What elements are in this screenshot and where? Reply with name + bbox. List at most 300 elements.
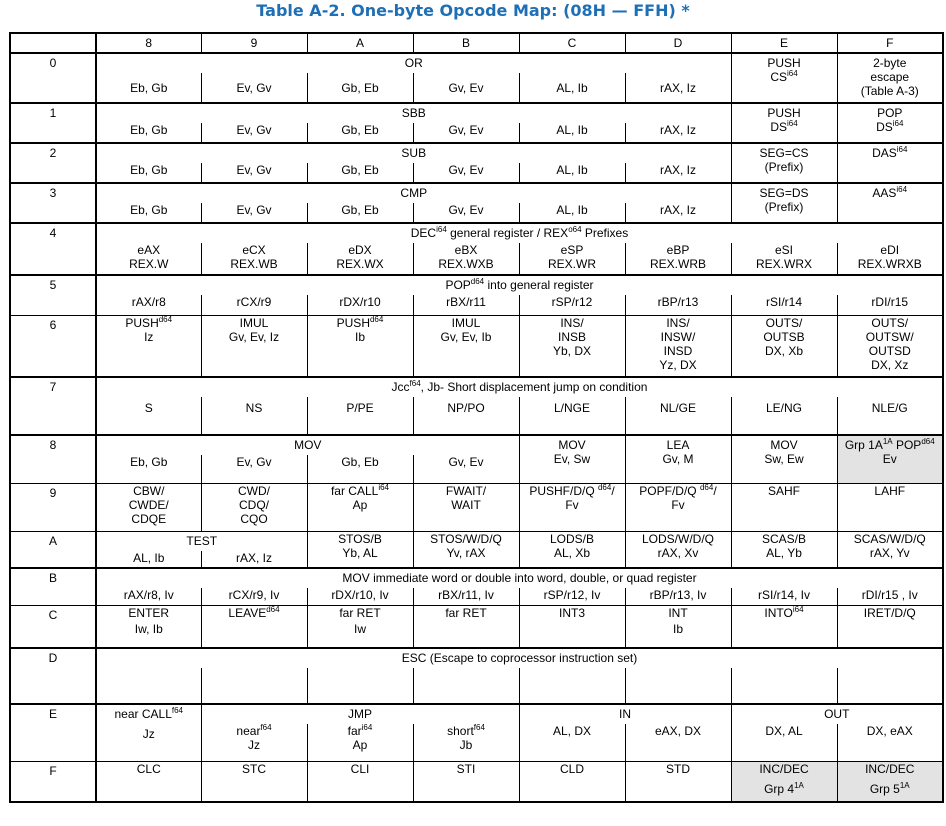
- superscript: i64: [361, 723, 373, 732]
- cell-f9: STC: [201, 762, 307, 802]
- cell-text: CWD/: [238, 483, 270, 498]
- cell-text: near CALL: [114, 706, 172, 721]
- cell-text: DX, Xz: [871, 357, 909, 372]
- cell-3c: AL, Ib: [519, 203, 625, 223]
- cell-49: [201, 243, 307, 275]
- cell-text: Yz, DX: [659, 357, 697, 372]
- superscript: d64: [266, 605, 280, 614]
- cell-8f: [837, 435, 943, 483]
- cell-text: eDX: [348, 243, 372, 257]
- cell-9f: LAHF: [837, 483, 943, 531]
- cell-db: [413, 668, 519, 704]
- row-header-7: [10, 377, 96, 435]
- cell-ad: [625, 531, 731, 568]
- cell-9b: [413, 483, 519, 531]
- cell-6c: [519, 315, 625, 377]
- cell-text: eDI: [880, 243, 900, 257]
- superscript: i64: [378, 483, 390, 492]
- row-header-b: [10, 568, 96, 606]
- cell-text: STOS/W/D/Q: [430, 531, 502, 546]
- cell-text: REX.WR: [548, 257, 596, 271]
- cell-text: Grp 5: [869, 782, 900, 796]
- row-header-6: [10, 315, 96, 377]
- group-label-cmp: CMP: [96, 183, 731, 203]
- superscript: 1A: [882, 437, 893, 446]
- span-text: general register / REX: [446, 226, 569, 240]
- cell-c8: [96, 606, 201, 648]
- opcode-map-table: [9, 32, 944, 803]
- table-row-9: [10, 483, 943, 531]
- cell-fb: STI: [413, 762, 519, 802]
- cell-cb: [413, 606, 519, 648]
- table-row-0: [10, 53, 943, 73]
- cell-59: rCX/r9: [201, 295, 307, 315]
- cell-3b: Gv, Ev: [413, 203, 519, 223]
- cell-2a: Gb, Eb: [307, 163, 413, 183]
- cell-text: POP: [892, 438, 922, 452]
- cell-5e: rSI/r14: [731, 295, 837, 315]
- cell-69: [201, 315, 307, 377]
- cell-8a: Gb, Eb: [307, 455, 413, 483]
- cell-text: Iw: [354, 622, 366, 636]
- cell-78: S: [96, 397, 201, 435]
- cell-5b: rBX/r11: [413, 295, 519, 315]
- cell-5d: rBP/r13: [625, 295, 731, 315]
- superscript: d64: [470, 277, 485, 286]
- cell-text: SCAS/B: [761, 531, 806, 546]
- cell-text: eCX: [242, 243, 266, 257]
- cell-text: Ib: [672, 622, 683, 636]
- cell-3d: rAX, Iz: [625, 203, 731, 223]
- cell-text: Grp 4: [764, 782, 795, 796]
- superscript: 1A: [794, 781, 804, 790]
- cell-ee: DX, AL: [731, 724, 837, 762]
- cell-text: Yv, rAX: [446, 545, 486, 560]
- cell-text: LEA: [666, 438, 690, 452]
- table-row-7-ops: [10, 397, 943, 435]
- cell-text: REX.WX: [336, 257, 384, 271]
- cell-text: Iz: [144, 329, 154, 344]
- cell-08: Eb, Gb: [96, 73, 201, 103]
- cell-ae: [731, 531, 837, 568]
- cell-8e: [731, 435, 837, 483]
- cell-f8: CLC: [96, 762, 201, 802]
- cell-text: OUTSB: [763, 329, 805, 344]
- cell-0a: Gb, Eb: [307, 73, 413, 103]
- superscript: d64: [699, 483, 714, 492]
- cell-89: Ev, Gv: [201, 455, 307, 483]
- cell-4f: [837, 243, 943, 275]
- table-row-d: [10, 648, 943, 668]
- cell-aa: [307, 531, 413, 568]
- cell-29: Ev, Gv: [201, 163, 307, 183]
- cell-text: (Prefix): [764, 200, 804, 214]
- cell-9a: [307, 483, 413, 531]
- cell-ab: [413, 531, 519, 568]
- row-header-label: 1: [49, 106, 57, 120]
- cell-4b: [413, 243, 519, 275]
- cell-ef: DX, eAX: [837, 724, 943, 762]
- cell-9d: [625, 483, 731, 531]
- col-header-8: 8: [96, 33, 201, 53]
- group-label-sbb: SBB: [96, 103, 731, 123]
- cell-0e: [731, 53, 837, 103]
- table-row-8: [10, 435, 943, 455]
- table-row-5-ops: [10, 295, 943, 315]
- col-header-a: A: [307, 33, 413, 53]
- superscript: f64: [409, 379, 421, 388]
- cell-text: OUTSD: [868, 343, 911, 358]
- cell-text: Ap: [352, 737, 368, 752]
- cell-1d: rAX, Iz: [625, 123, 731, 143]
- cell-38: Eb, Gb: [96, 203, 201, 223]
- group-label-jcc: [96, 377, 943, 397]
- row-header-label: 5: [49, 278, 57, 292]
- table-row-b-ops: [10, 588, 943, 606]
- cell-3e: [731, 183, 837, 223]
- cell-7f: NLE/G: [837, 397, 943, 435]
- cell-1c: AL, Ib: [519, 123, 625, 143]
- cell-text: ENTER: [128, 606, 170, 620]
- superscript: d64: [597, 483, 612, 492]
- cell-text: MOV: [558, 438, 586, 452]
- cell-3a: Gb, Eb: [307, 203, 413, 223]
- row-header-5: [10, 275, 96, 315]
- table-row-2: [10, 143, 943, 163]
- cell-cd: [625, 606, 731, 648]
- cell-text: OUTS/: [871, 315, 909, 330]
- cell-text: STOS/B: [338, 531, 382, 546]
- row-header-1: [10, 103, 96, 143]
- cell-99: [201, 483, 307, 531]
- cell-9e: SAHF: [731, 483, 837, 531]
- cell-6b: [413, 315, 519, 377]
- cell-text: IMUL: [451, 315, 481, 330]
- table-row-d-ops: [10, 668, 943, 704]
- cell-text: Ap: [352, 497, 368, 512]
- group-label-test: TEST: [96, 531, 307, 551]
- cell-text: Ev: [882, 452, 897, 466]
- cell-text: /: [611, 483, 615, 498]
- cell-8c: [519, 435, 625, 483]
- cell-text: Fv: [671, 497, 685, 512]
- cell-d8: [96, 668, 201, 704]
- superscript: 1A: [899, 781, 910, 790]
- row-header-label: 6: [49, 317, 57, 332]
- cell-text: eAX: [137, 243, 161, 257]
- cell-5c: rSP/r12: [519, 295, 625, 315]
- row-header-label: 2: [49, 146, 57, 160]
- cell-8b: Gv, Ev: [413, 455, 519, 483]
- row-header-e: [10, 704, 96, 762]
- group-label-in: IN: [519, 704, 731, 724]
- row-header-3: [10, 183, 96, 223]
- cell-text: Iw, Ib: [134, 622, 163, 636]
- cell-bc: rSP/r12, Iv: [519, 588, 625, 606]
- cell-text: REX.W: [129, 257, 169, 271]
- cell-text: CQO: [240, 511, 268, 526]
- table-row-3: [10, 183, 943, 203]
- cell-68: [96, 315, 201, 377]
- table-row-c: [10, 606, 943, 648]
- group-label-or: OR: [96, 53, 731, 73]
- cell-text: INS/: [666, 315, 690, 330]
- cell-5a: rDX/r10: [307, 295, 413, 315]
- cell-ac: [519, 531, 625, 568]
- cell-eb: [413, 724, 519, 762]
- row-header-label: 0: [49, 56, 57, 70]
- cell-text: Gv, M: [662, 452, 694, 466]
- cell-text: INSD: [663, 343, 693, 358]
- cell-1f: [837, 103, 943, 143]
- cell-0f: [837, 53, 943, 103]
- col-header-f: F: [837, 33, 943, 53]
- table-row-e: [10, 704, 943, 724]
- superscript: i64: [892, 119, 904, 128]
- cell-text: eSP: [560, 243, 584, 257]
- row-header-label: C: [48, 608, 58, 622]
- cell-7c: L/NGE: [519, 397, 625, 435]
- cell-0b: Gv, Ev: [413, 73, 519, 103]
- cell-text: eBP: [666, 243, 690, 257]
- table-row-7: [10, 377, 943, 397]
- cell-text: CWDE/: [128, 497, 169, 512]
- cell-ff: [837, 762, 943, 802]
- cell-0c: AL, Ib: [519, 73, 625, 103]
- table-row-6: [10, 315, 943, 377]
- col-header-e: E: [731, 33, 837, 53]
- cell-0d: rAX, Iz: [625, 73, 731, 103]
- cell-6e: [731, 315, 837, 377]
- col-header-9: 9: [201, 33, 307, 53]
- cell-b8: rAX/r8, Iv: [96, 588, 201, 606]
- span-text: , Jb- Short displacement jump on condition: [420, 380, 648, 394]
- cell-2e: [731, 143, 837, 183]
- cell-text: far CALL: [330, 483, 379, 498]
- superscript: f64: [260, 723, 272, 732]
- cell-text: SCAS/W/D/Q: [853, 531, 926, 546]
- span-text: into general register: [484, 278, 594, 292]
- cell-text: Yb, DX: [552, 343, 591, 358]
- row-header-a: [10, 531, 96, 568]
- cell-text: Ib: [354, 329, 365, 344]
- cell-text: Jb: [459, 737, 473, 752]
- col-header-c: C: [519, 33, 625, 53]
- superscript: o64: [568, 225, 582, 234]
- cell-text: CDQE: [131, 511, 167, 526]
- cell-text: AL, Yb: [766, 545, 802, 560]
- cell-text: far RET: [445, 606, 487, 620]
- cell-text: Jz: [142, 726, 155, 741]
- cell-df: [837, 668, 943, 704]
- row-header-label: A: [48, 533, 57, 548]
- cell-ed: eAX, DX: [625, 724, 731, 762]
- cell-6a: [307, 315, 413, 377]
- cell-text: SEG=CS: [759, 146, 809, 160]
- cell-e8: [96, 704, 201, 762]
- group-label-mov: MOV: [96, 435, 519, 455]
- corner-cell: [10, 33, 96, 53]
- superscript: i64: [896, 145, 908, 154]
- row-header-9: [10, 483, 96, 531]
- cell-ce: [731, 606, 837, 648]
- group-label-pop: [96, 275, 943, 295]
- cell-5f: rDI/r15: [837, 295, 943, 315]
- superscript: d64: [158, 315, 173, 324]
- cell-1e: [731, 103, 837, 143]
- cell-text: POPF/D/Q: [639, 483, 700, 498]
- row-header-0: [10, 53, 96, 103]
- cell-text: near: [236, 723, 261, 738]
- cell-79: NS: [201, 397, 307, 435]
- cell-98: [96, 483, 201, 531]
- cell-1b: Gv, Ev: [413, 123, 519, 143]
- table-row-4: [10, 223, 943, 243]
- cell-text: eBX: [454, 243, 478, 257]
- row-header-label: 8: [49, 438, 57, 452]
- cell-text: DS: [876, 120, 893, 134]
- cell-text: 2-byte: [873, 56, 907, 70]
- cell-fd: STD: [625, 762, 731, 802]
- table-title: Table A-2. One-byte Opcode Map: (08H — FFH) *: [256, 1, 690, 20]
- superscript: i64: [436, 225, 447, 234]
- col-header-d: D: [625, 33, 731, 53]
- cell-text: WAIT: [451, 497, 481, 512]
- cell-c9: [201, 606, 307, 648]
- superscript: d64: [921, 437, 935, 446]
- cell-18: Eb, Gb: [96, 123, 201, 143]
- cell-fe: [731, 762, 837, 802]
- span-text: Jcc: [391, 380, 410, 394]
- cell-4c: [519, 243, 625, 275]
- cell-39: Ev, Gv: [201, 203, 307, 223]
- row-header-label: 4: [49, 226, 57, 240]
- cell-text: INT: [668, 606, 688, 620]
- cell-b9: rCX/r9, Iv: [201, 588, 307, 606]
- superscript: i64: [896, 185, 908, 194]
- cell-fc: CLD: [519, 762, 625, 802]
- cell-2c: AL, Ib: [519, 163, 625, 183]
- group-label-jmp: JMP: [201, 704, 519, 724]
- cell-text: PUSHF/D/Q: [529, 483, 598, 498]
- cell-text: PUSH: [767, 56, 801, 70]
- cell-ea: [307, 724, 413, 762]
- cell-dd: [625, 668, 731, 704]
- table-row-b: [10, 568, 943, 588]
- cell-88: Eb, Gb: [96, 455, 201, 483]
- col-header-b: B: [413, 33, 519, 53]
- superscript: i64: [786, 119, 798, 128]
- cell-text: Sw, Ew: [764, 452, 804, 466]
- cell-text: DS: [770, 120, 787, 134]
- cell-e9: [201, 724, 307, 762]
- cell-fa: CLI: [307, 762, 413, 802]
- cell-text: AL, Xb: [553, 545, 591, 560]
- row-header-label: 7: [49, 380, 57, 394]
- span-text: DEC: [410, 226, 437, 240]
- cell-7a: P/PE: [307, 397, 413, 435]
- group-label-esc: ESC (Escape to coprocessor instruction set): [96, 648, 943, 668]
- row-header-8: [10, 435, 96, 483]
- cell-text: rAX, Yv: [869, 545, 910, 560]
- cell-text: Jz: [248, 737, 260, 752]
- cell-text: PUSH: [125, 315, 159, 330]
- cell-dc: [519, 668, 625, 704]
- cell-text: Gv, Ev, Ib: [440, 329, 492, 344]
- cell-6d: [625, 315, 731, 377]
- cell-text: Yb, AL: [342, 545, 378, 560]
- row-header-label: 9: [49, 485, 57, 500]
- cell-bb: rBX/r11, Iv: [413, 588, 519, 606]
- cell-text: (Table A-3): [860, 84, 919, 98]
- cell-cc: [519, 606, 625, 648]
- cell-19: Ev, Gv: [201, 123, 307, 143]
- cell-4d: [625, 243, 731, 275]
- cell-bd: rBP/r13, Iv: [625, 588, 731, 606]
- table-row-5: [10, 275, 943, 295]
- cell-text: INSB: [557, 329, 586, 344]
- cell-text: CBW/: [133, 483, 165, 498]
- cell-4e: [731, 243, 837, 275]
- cell-2b: Gv, Ev: [413, 163, 519, 183]
- cell-9c: [519, 483, 625, 531]
- cell-text: INT3: [558, 606, 585, 620]
- row-header-2: [10, 143, 96, 183]
- cell-ec: AL, DX: [519, 724, 625, 762]
- cell-text: MOV: [770, 438, 798, 452]
- cell-text: INS/: [560, 315, 584, 330]
- group-label-mov-imm: MOV immediate word or double into word, double, or quad register: [96, 568, 943, 588]
- cell-6f: [837, 315, 943, 377]
- cell-ca: [307, 606, 413, 648]
- cell-cf: [837, 606, 943, 648]
- cell-text: rAX, Xv: [657, 545, 699, 560]
- cell-text: eSI: [774, 243, 793, 257]
- cell-text: INTO: [764, 606, 793, 620]
- group-label-dec-rex: [96, 223, 943, 243]
- cell-28: Eb, Gb: [96, 163, 201, 183]
- cell-text: REX.WRB: [649, 257, 706, 271]
- cell-text: far RET: [339, 606, 381, 620]
- row-header-f: [10, 762, 96, 802]
- row-header-d: [10, 648, 96, 704]
- cell-text: far: [347, 723, 362, 738]
- cell-a9: rAX, Iz: [201, 551, 307, 568]
- cell-text: INSW/: [660, 329, 696, 344]
- cell-text: Gv, Ev, Iz: [228, 329, 280, 344]
- row-header-label: 3: [49, 186, 57, 200]
- cell-bf: rDI/r15 , Iv: [837, 588, 943, 606]
- cell-text: AAS: [872, 186, 897, 200]
- table-row-a: [10, 531, 943, 551]
- cell-7b: NP/PO: [413, 397, 519, 435]
- cell-1a: Gb, Eb: [307, 123, 413, 143]
- table-row-f: [10, 762, 943, 802]
- cell-text: PUSH: [767, 106, 801, 120]
- cell-text: FWAIT/: [445, 483, 487, 498]
- cell-text: PUSH: [336, 315, 370, 330]
- superscript: i64: [792, 605, 804, 614]
- cell-text: IMUL: [239, 315, 269, 330]
- cell-d9: [201, 668, 307, 704]
- cell-a8: AL, Ib: [96, 551, 201, 568]
- cell-text: REX.WRXB: [857, 257, 922, 271]
- row-header-label: D: [48, 650, 58, 665]
- row-header-c: [10, 606, 96, 648]
- cell-text: SEG=DS: [759, 186, 809, 200]
- cell-7d: NL/GE: [625, 397, 731, 435]
- cell-48: [96, 243, 201, 275]
